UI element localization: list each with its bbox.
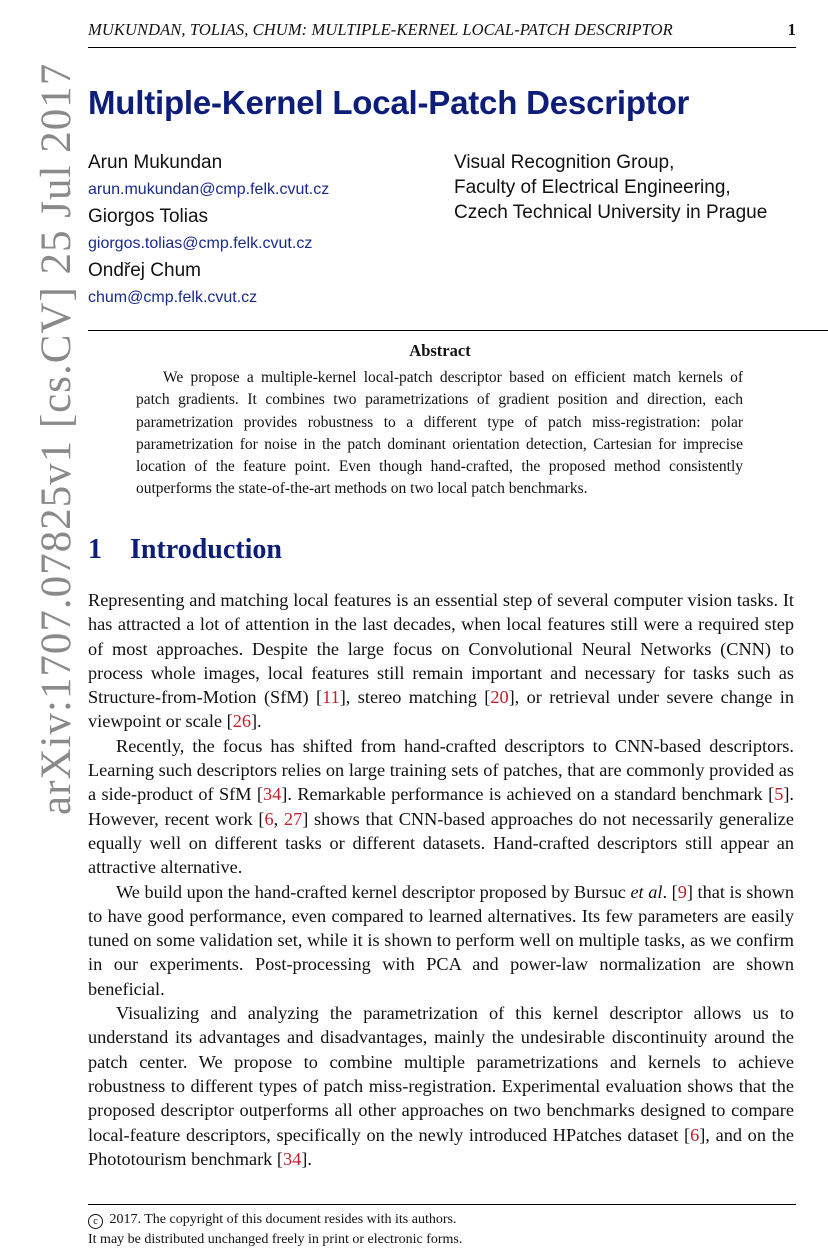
citation-link[interactable]: 6	[690, 1124, 700, 1145]
author-email-link[interactable]: chum@cmp.felk.cvut.cz	[88, 289, 258, 306]
author-email-link[interactable]: giorgos.tolias@cmp.felk.cvut.cz	[88, 235, 313, 252]
abstract-heading: Abstract	[409, 341, 471, 360]
affiliation-line: Faculty of Electrical Engineering,	[454, 177, 731, 198]
running-head-title: MUKUNDAN, TOLIAS, CHUM: MULTIPLE-KERNEL LOCAL-PATCH DESCRIPTOR	[88, 20, 673, 39]
paragraph	[88, 1001, 794, 1171]
author-name: Giorgos Tolias	[88, 206, 209, 227]
citation-link[interactable]: 5	[774, 784, 784, 805]
citation-link[interactable]: 9	[677, 881, 687, 902]
citation-link[interactable]: 34	[263, 784, 282, 805]
et-al-text: et al	[630, 881, 663, 902]
paragraph-text: ].	[250, 711, 262, 732]
footer-rule	[88, 1204, 796, 1205]
citation-link[interactable]: 20	[490, 687, 509, 708]
citation-link[interactable]: 11	[322, 687, 340, 708]
author-entry	[88, 258, 448, 312]
citation-link[interactable]: 26	[232, 711, 251, 732]
paragraph-text: ], stereo matching [	[339, 687, 491, 708]
author-list	[88, 150, 448, 312]
author-email-link[interactable]: arun.mukundan@cmp.felk.cvut.cz	[88, 181, 330, 198]
copyright-footer	[88, 1210, 462, 1250]
paragraph	[88, 588, 794, 734]
paragraph	[88, 734, 794, 880]
paragraph-text: ] that is shown to have good performance, even compared to learned alternatives. Its few parameters are easily tuned on some validation set, while it is shown to perform well on multiple tasks, as we confirm in our experiments. Post-processing with PCA and power-law normalization are shown beneficial.	[88, 881, 795, 999]
paragraph	[88, 880, 794, 1001]
citation-link[interactable]: 27	[283, 808, 303, 829]
author-entry	[88, 150, 448, 204]
paragraph-text: Representing and matching local features is an essential step of several computer vision tasks. It has attracted a lot of attention in the last decades, when local features still were a required step of most approaches. Despite the large focus on Convolutional Neural Networks (CNN) to process whole images, local features still remain important and necessary for tasks such as Structure-from-Motion (SfM) [	[88, 590, 794, 708]
paragraph-text: ].	[301, 1148, 312, 1169]
citation-link[interactable]: 34	[282, 1148, 302, 1169]
paper-title: Multiple-Kernel Local-Patch Descriptor	[88, 84, 690, 121]
abstract-rule	[88, 330, 828, 331]
affiliation-line: Visual Recognition Group,	[454, 152, 675, 173]
paragraph-text: Visualizing and analyzing the parametrization of this kernel descriptor allows us to understand its advantages and disadvantages, mainly the undesirable discontinuity around the patch center. We propose to combine multiple parametrizations and kernels to achieve robustness to different types of patch miss-registration. Experimental evaluation shows that the proposed descriptor outperforms all other approaches on two benchmarks designed to compare local-feature descriptors, specifically on the newly introduced HPatches dataset [	[88, 1003, 794, 1145]
introduction-body	[88, 588, 794, 1171]
arxiv-stamp: arXiv:1707.07825v1 [cs.CV] 25 Jul 2017	[33, 62, 80, 815]
copyright-line	[88, 1210, 462, 1230]
distribution-line: It may be distributed unchanged freely in print or electronic forms.	[88, 1232, 463, 1247]
paragraph-text: ]. Remarkable performance is achieved on a standard benchmark [	[281, 784, 775, 805]
section-heading	[88, 534, 282, 566]
affiliation	[454, 150, 814, 225]
header-rule	[88, 47, 796, 48]
author-name: Arun Mukundan	[88, 152, 223, 173]
copyright-symbol: c	[88, 1214, 103, 1229]
author-entry	[88, 204, 448, 258]
author-name: Ondřej Chum	[88, 260, 201, 281]
paragraph-text: We build upon the hand-crafted kernel descriptor proposed by Bursuc	[116, 881, 631, 902]
paragraph-text: ]. However, recent work [	[88, 784, 794, 829]
affiliation-line: Czech Technical University in Prague	[454, 202, 768, 223]
section-number: 1	[88, 534, 102, 565]
paragraph-text: . [	[662, 881, 678, 902]
page-number: 1	[787, 20, 796, 39]
copyright-text: 2017. The copyright of this document resides with its authors.	[109, 1212, 457, 1227]
paragraph-text: ], and on the Phototourism benchmark [	[88, 1124, 794, 1169]
paragraph-text: ], or retrieval under severe change in viewpoint or scale [	[88, 687, 794, 732]
abstract-text: We propose a multiple-kernel local-patch descriptor based on efficient match kernels of patch gradients. It combines two parametrizations of gradient position and direction, each parametrization provides robustness to a different type of patch miss-registration: polar parametrization for noise in the patch dominant orientation detection, Cartesian for imprecise location of the feature point. Even though hand-crafted, the proposed method consistently outperforms the state-of-the-art methods on two local patch benchmarks.	[136, 369, 743, 498]
paragraph-text: ] shows that CNN-based approaches do not necessarily generalize equally well on different tasks or different datasets. Hand-crafted descriptors still appear an attractive alternative.	[88, 808, 795, 878]
section-title: Introduction	[130, 534, 282, 565]
paragraph-text: Recently, the focus has shifted from hand-crafted descriptors to CNN-based descriptors. Learning such descriptors relies on large training sets of patches, that are commonly provided as a side-product of SfM [	[88, 735, 794, 805]
paragraph-text: ,	[273, 808, 284, 829]
running-head	[88, 20, 796, 42]
citation-link[interactable]: 6	[264, 808, 274, 829]
